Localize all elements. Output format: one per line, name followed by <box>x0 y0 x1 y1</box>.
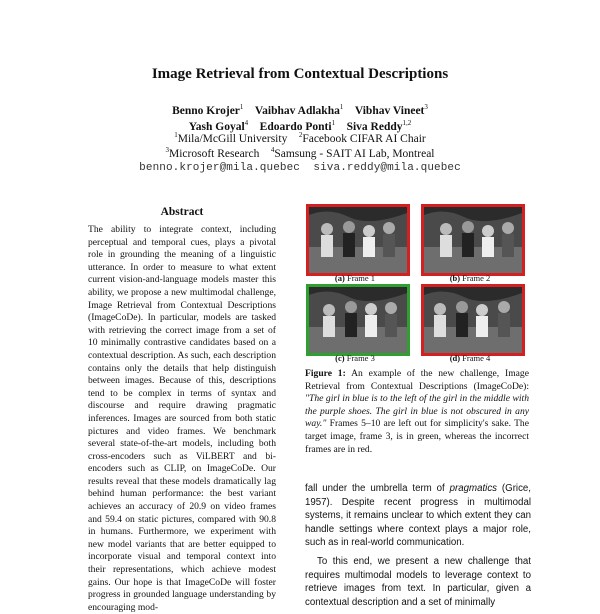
author-emails[interactable]: benno.krojer@mila.quebec siva.reddy@mila.quebec <box>139 162 461 174</box>
abstract-heading: Abstract <box>160 206 204 218</box>
figure-frame-2 <box>421 204 525 276</box>
authors-line-1: Benno Krojer$^1$ Vaibhav Adlakha$^1$ Vibhav Vineet$^3$ <box>172 103 428 117</box>
figure-frame-3 <box>306 284 410 356</box>
frame-caption-1: (a) Frame 1 <box>334 273 376 283</box>
abstract-text: The ability to integrate context, including perceptual and temporal cues, plays a pivotal role in grounding the meaning of a linguistic utterance. In order to measure to what extent current vision-and-language models master this ability, we propose a new multimodal challenge, Image Retrieval from Contextual Descriptions (ImageCoDe). In particular, models are tasked with retrieving the correct image from a set of 10 minimally contrastive candidates based on a contextual description. As such, each description contains only the details that help distinguish between images. Because of this, descriptions tend to be complex in terms of syntax and discourse and require drawing pragmatic inferences. Images are sourced from both static pictures and video frames. We benchmark several state-of-the-art models, including both cross-encoders such as ViLBERT and bi-encoders such as CLIP, on ImageCoDe. Our results reveal that these models dramatically lag behind human performance: the best variant achieves an accuracy of 20.9 on video frames and 59.4 on static pictures, compared with 90.8 in humans. Furthermore, we experiment with new model variants that are better equipped to incorporate visual and temporal context into their representations, which achieve modest gains. Our hope is that ImageCoDe will foster progress in grounded language understanding by encouraging mod- <box>88 224 276 613</box>
body-paragraph-1: fall under the umbrella term of pragmatics (Grice, 1957). Despite recent progress in multimodal systems, it remains unclear to which extent they can handle settings where context plays a major role, such as in real-world communication. <box>305 483 531 549</box>
affiliations-line-2: $^3$Microsoft Research $^4$Samsung - SAIT AI Lab, Montreal <box>165 146 435 160</box>
frame-caption-4: (d) Frame 4 <box>449 353 491 363</box>
authors-line-2: Yash Goyal$^4$ Edoardo Ponti$^1$ Siva Reddy$^{1,2}$ <box>188 119 412 133</box>
crowd-photo-icon <box>424 207 522 273</box>
affiliations-line-1: $^1$Mila/McGill University $^2$Facebook CIFAR AI Chair <box>174 131 426 145</box>
crowd-photo-icon <box>309 207 407 273</box>
frame-caption-3: (c) Frame 3 <box>335 353 375 363</box>
figure-frame-4 <box>421 284 525 356</box>
frame-caption-2: (b) Frame 2 <box>449 273 491 283</box>
crowd-photo-icon <box>424 287 522 353</box>
crowd-photo-icon <box>309 287 407 353</box>
figure-frame-1 <box>306 204 410 276</box>
body-text <box>305 482 531 609</box>
paper-title: Image Retrieval from Contextual Descriptions <box>151 66 449 82</box>
body-paragraph-2: To this end, we present a new challenge that requires multimodal models to leverage context to retrieve images from text. In particular, given a contextual description and a set of minimally <box>305 555 531 608</box>
figure-caption: Figure 1: An example of the new challenge, Image Retrieval from Contextual Descriptions (ImageCoDe): "The girl in blue is to the left of the girl in the middle with the purple shoes. The girl in blue is not obscured in any way." Frames 5–10 are left out for simplicity's sake. The target image, frame 3, is in green, whereas the incorrect frames are in red. <box>305 368 529 455</box>
